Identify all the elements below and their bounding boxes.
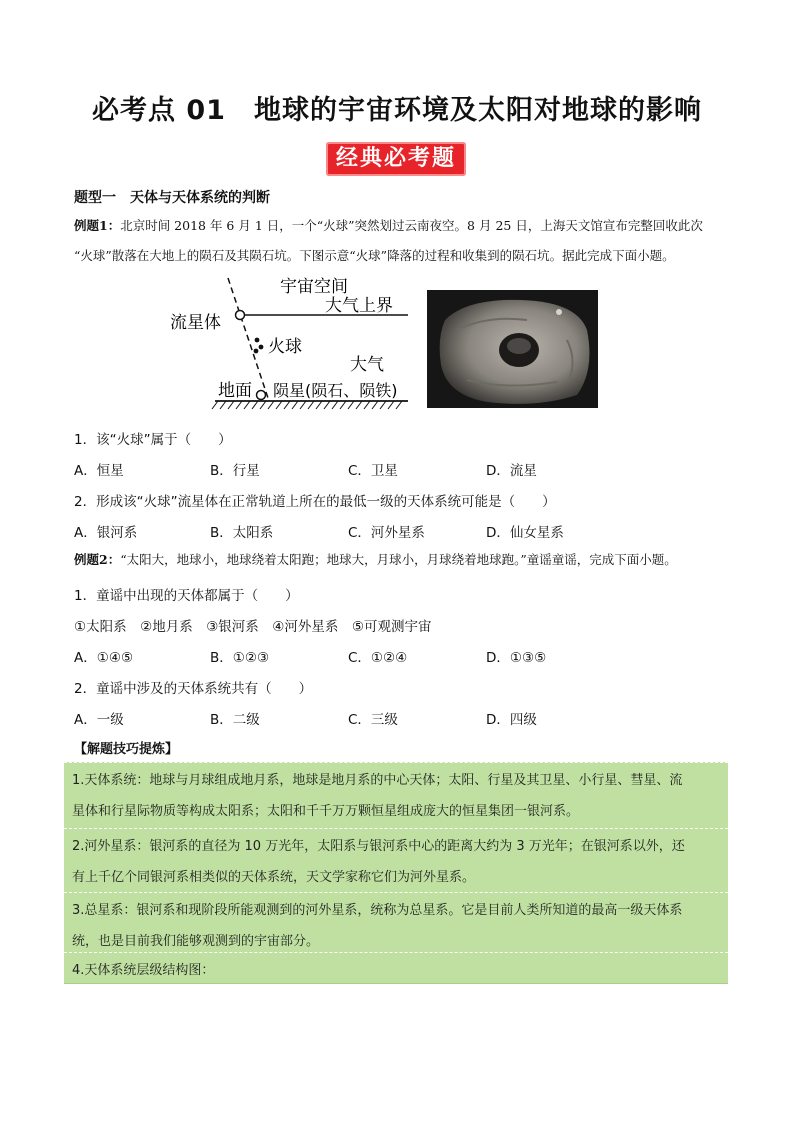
q2-option-c[interactable]: C．河外星系 [348,525,425,541]
q3-option-d[interactable]: D．①③⑤ [486,650,547,666]
fireball-dot [255,338,260,343]
tip-3-line-1: 3.总星系：银河系和现阶段所能观测到的河外星系，统称为总星系。它是目前人类所知道的最高一级天体系 [72,903,683,918]
example2-text: “太阳大，地球小，地球绕着太阳跑；地球大，月球小，月球绕着地球跑。”童谣童谣，完成下面小题。 [120,552,677,567]
tip-1-block [64,762,728,828]
label-meteorite: 陨星(陨石、陨铁) [273,381,398,400]
fireball-dot [254,349,259,354]
q1-option-a[interactable]: A．恒星 [74,463,124,479]
q2-option-b[interactable]: B．太阳系 [210,525,274,541]
tip-2-block [64,828,728,892]
ground-hatching [212,401,402,409]
label-fireball: 火球 [268,337,302,357]
label-upper-atmosphere: 大气上界 [325,296,393,316]
example2-label: 例题2： [74,552,121,567]
page-title: 必考点 01 地球的宇宙环境及太阳对地球的影响 [92,95,702,126]
tips-title: 【解题技巧提炼】 [74,742,179,757]
label-ground: 地面 [218,381,252,401]
fireball-diagram [160,270,420,415]
label-space: 宇宙空间 [280,277,348,297]
question-3-items: ①太阳系 ②地月系 ③银河系 ④河外星系 ⑤可观测宇宙 [74,619,432,635]
q4-option-b[interactable]: B．二级 [210,712,260,728]
meteorite-point [257,391,266,400]
classic-question-badge: 经典必考题 [326,142,466,176]
question-4-stem: 2．童谣中涉及的天体系统共有（ ） [74,681,313,697]
q4-option-a[interactable]: A．一级 [74,712,124,728]
example1-text: 北京时间 2018 年 6 月 1 日，一个“火球”突然划过云南夜空。8 月 25 日，上海天文馆宣布完整回收此次 [120,218,703,233]
question-1-stem: 1．该“火球”属于（ ） [74,432,232,448]
section-heading: 题型一 天体与天体系统的判断 [74,190,270,206]
example1-line1 [74,216,703,236]
tip-3-line-2: 统，也是目前我们能够观测到的宇宙部分。 [72,934,320,949]
tip-2-line-1: 2.河外星系：银河系的直径为 10 万光年，太阳系与银河系中心的距离大约为 3 万光年；在银河系以外，还 [72,839,685,854]
fall-path-line [228,278,268,398]
tip-3-block [64,892,728,952]
q3-option-c[interactable]: C．①②④ [348,650,408,666]
tip-4-line: 4.天体系统层级结构图： [72,963,215,978]
q2-option-a[interactable]: A．银河系 [74,525,138,541]
q3-option-b[interactable]: B．①②③ [210,650,270,666]
question-2-stem: 2．形成该“火球”流星体在正常轨道上所在的最低一级的天体系统可能是（ ） [74,494,556,510]
q4-option-c[interactable]: C．三级 [348,712,398,728]
q2-option-d[interactable]: D．仙女星系 [486,525,564,541]
q3-option-a[interactable]: A．①④⑤ [74,650,134,666]
q1-option-c[interactable]: C．卫星 [348,463,398,479]
label-atmosphere: 大气 [350,355,384,375]
tip-2-line-2: 有上千亿个同银河系相类似的天体系统，天文学家称它们为河外星系。 [72,870,476,885]
example1-label: 例题1： [74,218,121,233]
tip-4-block [64,952,728,984]
q1-option-d[interactable]: D．流星 [486,463,537,479]
label-meteoroid: 流星体 [170,313,221,333]
example2-line [74,550,677,570]
question-3-stem: 1．童谣中出现的天体都属于（ ） [74,588,299,604]
q1-option-b[interactable]: B．行星 [210,463,260,479]
fireball-dot [259,345,264,350]
meteorite-crater-photo [427,290,598,408]
q4-option-d[interactable]: D．四级 [486,712,537,728]
meteoroid-point [236,311,245,320]
tip-1-line-2: 星体和行星际物质等构成太阳系；太阳和千千万万颗恒星组成庞大的恒星集团一银河系。 [72,804,580,819]
tip-1-line-1: 1.天体系统：地球与月球组成地月系，地球是地月系的中心天体；太阳、行星及其卫星、小行星、彗星、流 [72,773,683,788]
example1-line2: “火球”散落在大地上的陨石及其陨石坑。下图示意“火球”降落的过程和收集到的陨石坑。据此完成下面小题。 [74,248,675,263]
